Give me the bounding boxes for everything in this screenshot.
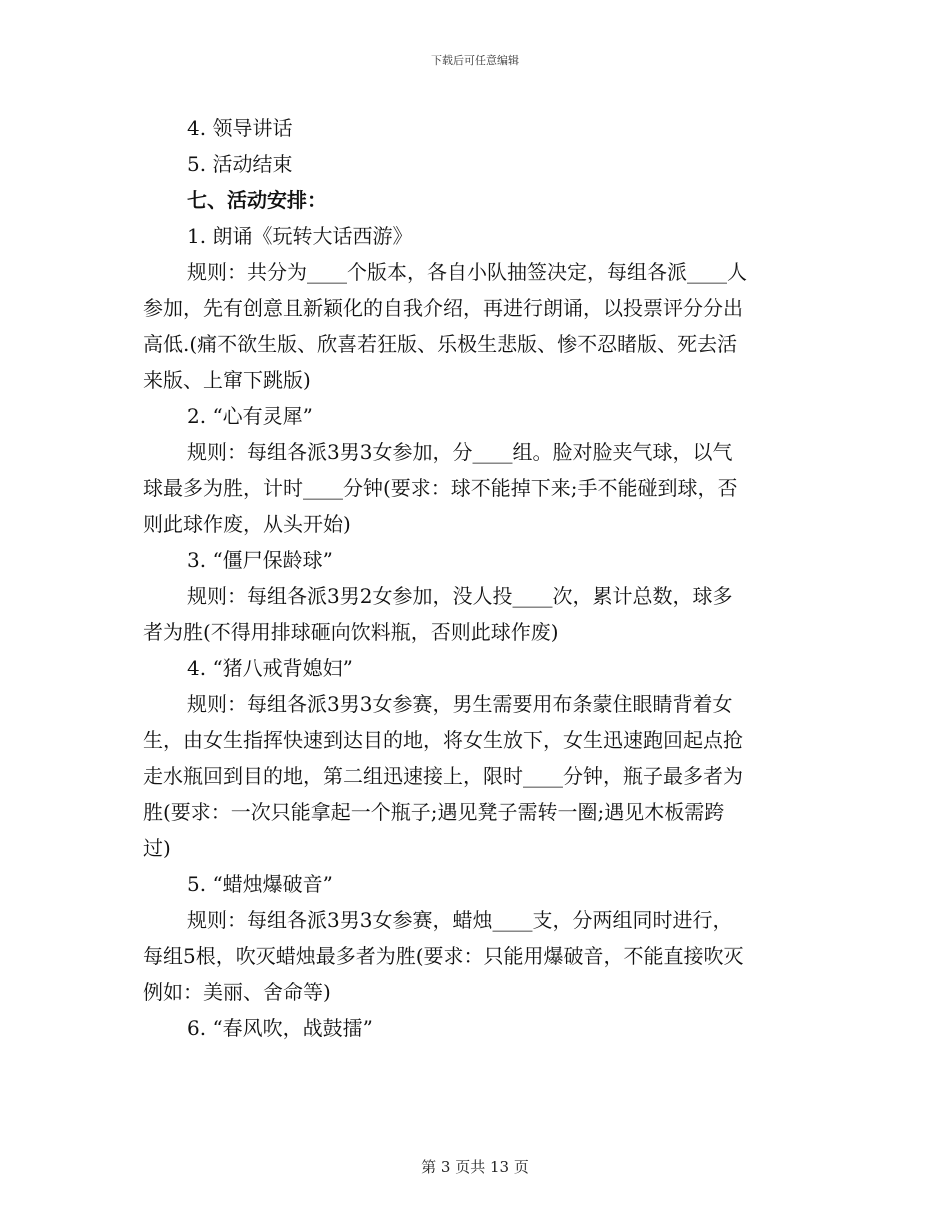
list-item: 5. 活动结束 bbox=[187, 152, 293, 176]
page-footer: 第 3 页共 13 页 bbox=[421, 1158, 529, 1176]
list-item: 4. 领导讲话 bbox=[187, 116, 293, 140]
activity-title: 6. “春风吹，战鼓擂” bbox=[187, 1016, 373, 1040]
rule-text: 例如：美丽、舍命等) bbox=[143, 980, 331, 1004]
rule-text: 胜(要求：一次只能拿起一个瓶子;遇见凳子需转一圈;遇见木板需跨 bbox=[143, 800, 725, 824]
rule-text: 者为胜(不得用排球砸向饮料瓶，否则此球作废) bbox=[143, 620, 559, 644]
rule-text: 来版、上窜下跳版) bbox=[143, 368, 311, 392]
activity-title: 1. 朗诵《玩转大话西游》 bbox=[187, 224, 413, 248]
activity-title: 5. “蜡烛爆破音” bbox=[187, 872, 333, 896]
activity-title: 2. “心有灵犀” bbox=[187, 404, 313, 428]
rule-text: 参加，先有创意且新颖化的自我介绍，再进行朗诵，以投票评分分出 bbox=[143, 296, 743, 320]
activity-title: 3. “僵尸保龄球” bbox=[187, 548, 333, 572]
activity-title: 4. “猪八戒背媳妇” bbox=[187, 656, 353, 680]
rule-text: 规则：每组各派3男3女参赛，蜡烛____支，分两组同时进行， bbox=[187, 908, 733, 932]
rule-text: 每组5根，吹灭蜡烛最多者为胜(要求：只能用爆破音，不能直接吹灭 bbox=[143, 944, 744, 968]
rule-text: 走水瓶回到目的地，第二组迅速接上，限时____分钟，瓶子最多者为 bbox=[143, 764, 743, 788]
section-heading: 七、活动安排： bbox=[187, 188, 327, 212]
rule-text: 规则：每组各派3男2女参加，没人投____次，累计总数，球多 bbox=[187, 584, 733, 608]
rule-text: 则此球作废，从头开始) bbox=[143, 512, 351, 536]
rule-text: 球最多为胜，计时____分钟(要求：球不能掉下来;手不能碰到球，否 bbox=[143, 476, 738, 500]
rule-text: 高低.(痛不欲生版、欣喜若狂版、乐极生悲版、惨不忍睹版、死去活 bbox=[143, 332, 738, 356]
rule-text: 过) bbox=[143, 836, 171, 860]
rule-text: 生，由女生指挥快速到达目的地，将女生放下，女生迅速跑回起点抢 bbox=[143, 728, 743, 752]
page-header: 下载后可任意编辑 bbox=[431, 54, 519, 67]
rule-text: 规则：每组各派3男3女参加，分____组。脸对脸夹气球，以气 bbox=[187, 440, 733, 464]
document-body bbox=[143, 110, 808, 1046]
rule-text: 规则：每组各派3男3女参赛，男生需要用布条蒙住眼睛背着女 bbox=[187, 692, 733, 716]
rule-text: 规则：共分为____个版本，各自小队抽签决定，每组各派____人 bbox=[187, 260, 747, 284]
